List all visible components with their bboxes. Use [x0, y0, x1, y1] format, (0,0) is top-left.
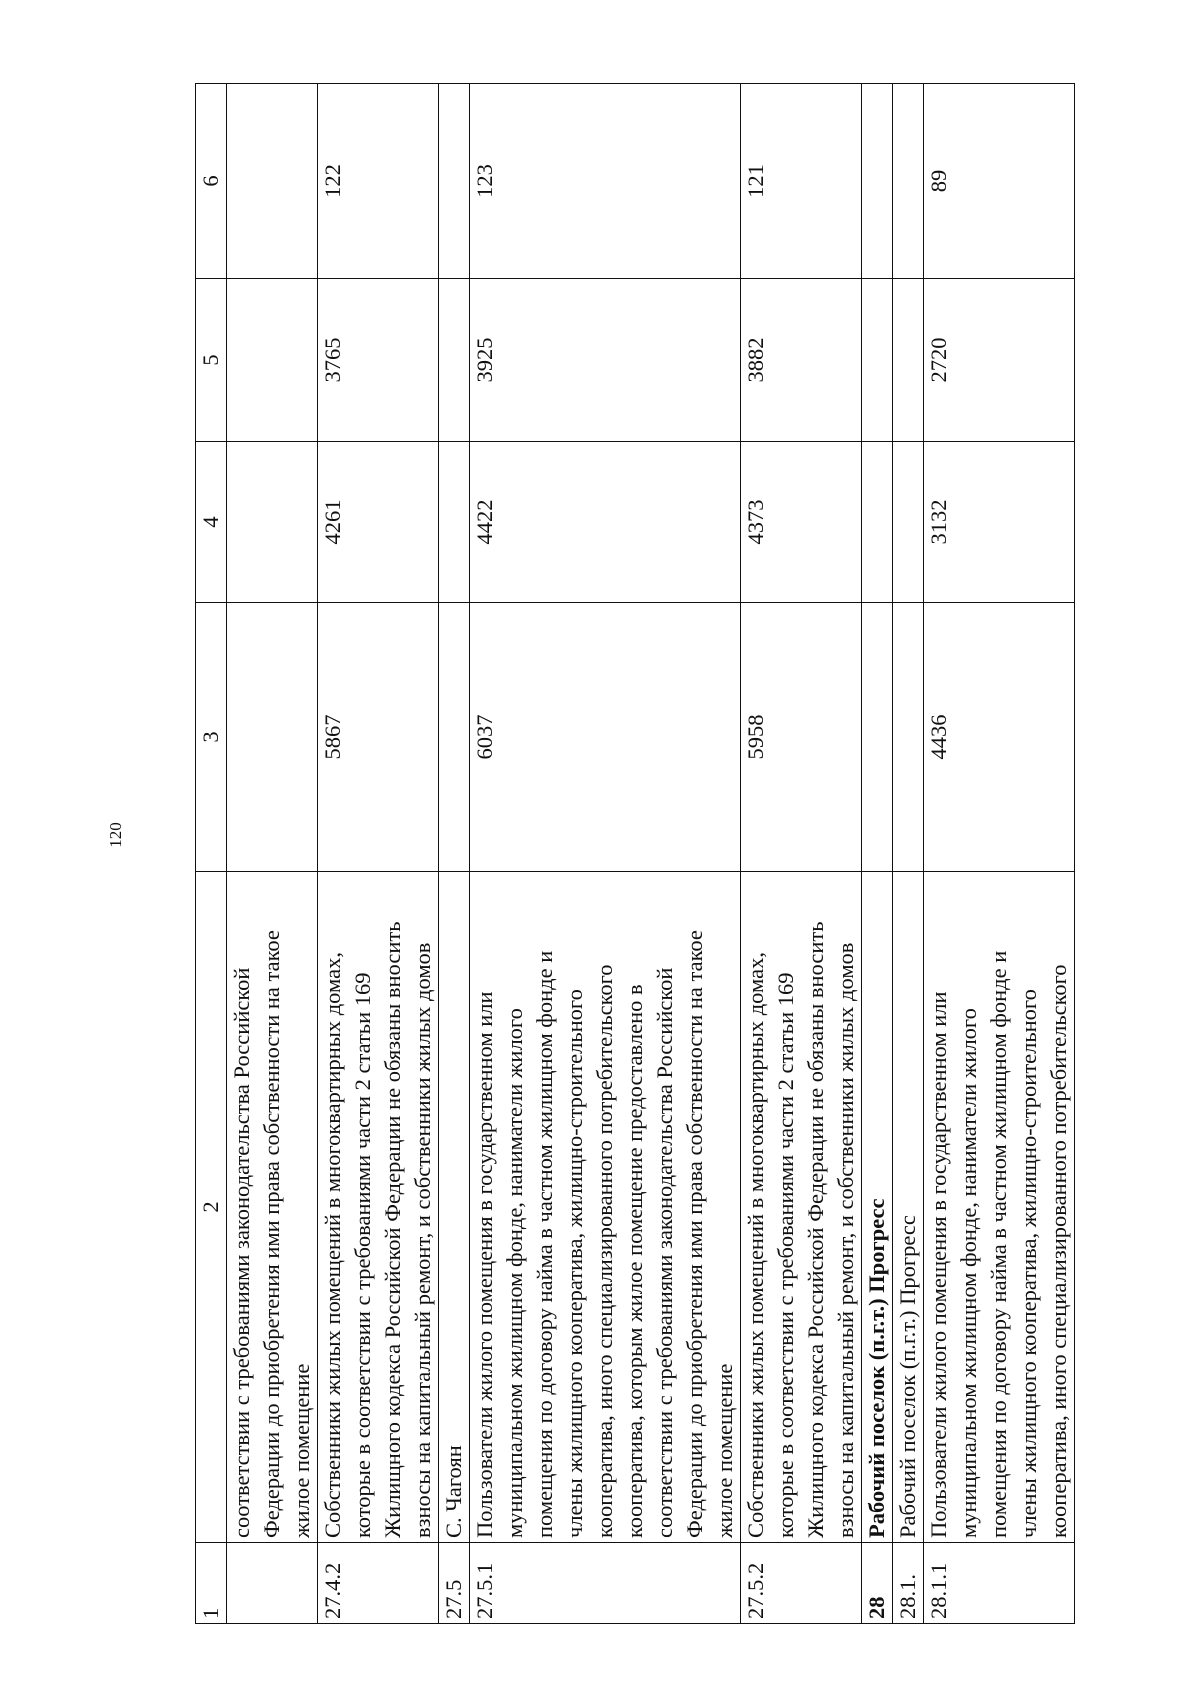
row-description [318, 872, 439, 1543]
value-col-6 [439, 84, 470, 279]
row-description [439, 872, 470, 1543]
description-line: помещения по договору найма в частном жилищном фонде и [986, 950, 1011, 1538]
value-col-4: 3132 [924, 442, 1075, 603]
header-col-2: 2 [196, 872, 227, 1543]
header-col-1: 1 [196, 1543, 227, 1624]
value-col-5 [227, 279, 318, 442]
description-line: Пользователи жилого помещения в государственном или [926, 991, 951, 1538]
value-col-6 [893, 84, 924, 279]
row-number: 27.5 [439, 1543, 470, 1624]
value-col-3 [862, 603, 893, 872]
description-line: члены жилищного кооператива, жилищно-строительного [562, 989, 587, 1538]
value-col-3: 5867 [318, 603, 439, 872]
description-line: кооператива, иного специализированного потребительского [1046, 964, 1071, 1538]
description-line: жилое помещение [289, 1363, 314, 1538]
row-description [924, 872, 1075, 1543]
header-col-3: 3 [196, 603, 227, 872]
row-description [227, 872, 318, 1543]
table-row [439, 84, 470, 1624]
value-col-6 [862, 84, 893, 279]
description-line: Жилищного кодекса Российской Федерации не обязаны вносить [803, 921, 828, 1538]
value-col-4 [862, 442, 893, 603]
header-col-4: 4 [196, 442, 227, 603]
description-line: Собственники жилых помещений в многоквартирных домах, [320, 952, 345, 1538]
value-col-3: 4436 [924, 603, 1075, 872]
table-row [227, 84, 318, 1624]
value-col-5 [893, 279, 924, 442]
row-description [893, 872, 924, 1543]
row-number: 28.1.1 [924, 1543, 1075, 1624]
row-number [227, 1543, 318, 1624]
value-col-4: 4422 [470, 442, 741, 603]
description-line: кооператива, иного специализированного потребительского [592, 964, 617, 1538]
header-col-5: 5 [196, 279, 227, 442]
table-row [470, 84, 741, 1624]
description-line: С. Чагоян [441, 1445, 466, 1538]
page-number: 120 [106, 822, 125, 848]
value-col-5: 3925 [470, 279, 741, 442]
description-line: муниципальном жилищном фонде, наниматели жилого [502, 1008, 527, 1538]
table-row [924, 84, 1075, 1624]
description-line: помещения по договору найма в частном жилищном фонде и [532, 950, 557, 1538]
table-body [196, 84, 1075, 1624]
value-col-3: 6037 [470, 603, 741, 872]
value-col-4 [893, 442, 924, 603]
description-line: Жилищного кодекса Российской Федерации не обязаны вносить [380, 921, 405, 1538]
description-line: взносы на капитальный ремонт, и собственники жилых домов [410, 942, 435, 1538]
tariff-table [195, 83, 1075, 1624]
value-col-4 [439, 442, 470, 603]
value-col-6: 123 [470, 84, 741, 279]
description-line: Федерации до приобретения ими права собственности на такое [259, 930, 284, 1538]
description-line: соответствии с требованиями законодательства Российской [229, 967, 254, 1538]
description-line: которые в соответствии с требованиями части 2 статьи 169 [773, 972, 798, 1538]
table-row [741, 84, 862, 1624]
row-description [741, 872, 862, 1543]
row-number: 28 [862, 1543, 893, 1624]
row-description [470, 872, 741, 1543]
header-col-6: 6 [196, 84, 227, 279]
description-line: соответствии с требованиями законодательства Российской [652, 967, 677, 1538]
table-header-row [196, 84, 227, 1624]
description-line: кооператива, которым жилое помещение предоставлено в [622, 984, 647, 1538]
rotated-table-container [195, 138, 1071, 1624]
row-description [862, 872, 893, 1543]
table-row [318, 84, 439, 1624]
description-line: Федерации до приобретения ими права собственности на такое [682, 930, 707, 1538]
description-line: Собственники жилых помещений в многоквартирных домах, [743, 952, 768, 1538]
value-col-6: 121 [741, 84, 862, 279]
value-col-5: 3882 [741, 279, 862, 442]
value-col-6 [227, 84, 318, 279]
value-col-3 [439, 603, 470, 872]
value-col-4: 4373 [741, 442, 862, 603]
table-row [862, 84, 893, 1624]
table-row [893, 84, 924, 1624]
description-line: члены жилищного кооператива, жилищно-строительного [1016, 989, 1041, 1538]
value-col-3: 5958 [741, 603, 862, 872]
row-number: 28.1. [893, 1543, 924, 1624]
value-col-5: 3765 [318, 279, 439, 442]
description-line: взносы на капитальный ремонт, и собственники жилых домов [833, 942, 858, 1538]
row-number: 27.5.2 [741, 1543, 862, 1624]
row-number: 27.5.1 [470, 1543, 741, 1624]
value-col-5 [862, 279, 893, 442]
value-col-6: 122 [318, 84, 439, 279]
value-col-5: 2720 [924, 279, 1075, 442]
value-col-3 [227, 603, 318, 872]
description-line: муниципальном жилищном фонде, наниматели жилого [956, 1008, 981, 1538]
description-line: Пользователи жилого помещения в государственном или [472, 991, 497, 1538]
value-col-4 [227, 442, 318, 603]
value-col-4: 4261 [318, 442, 439, 603]
value-col-5 [439, 279, 470, 442]
row-number: 27.4.2 [318, 1543, 439, 1624]
description-line: Рабочий поселок (п.г.т.) Прогресс [895, 1215, 920, 1538]
description-line: которые в соответствии с требованиями части 2 статьи 169 [350, 972, 375, 1538]
description-line: жилое помещение [712, 1363, 737, 1538]
description-line: Рабочий поселок (п.г.т.) Прогресс [864, 1198, 889, 1538]
value-col-6: 89 [924, 84, 1075, 279]
value-col-3 [893, 603, 924, 872]
